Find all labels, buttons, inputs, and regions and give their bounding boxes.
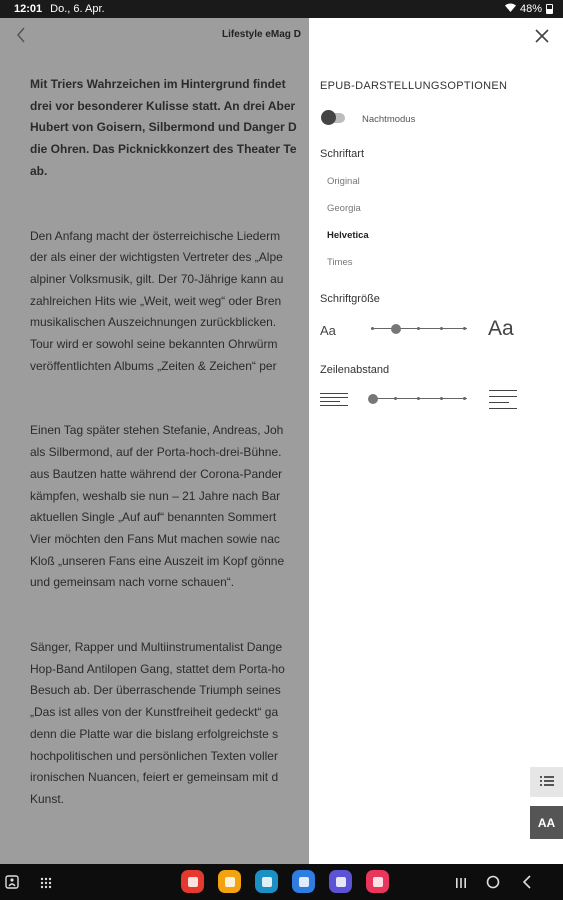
slider-step-dot: [417, 397, 420, 400]
status-time: 12:01: [14, 3, 43, 15]
files-app-icon[interactable]: [218, 870, 241, 893]
app-glyph: [262, 877, 272, 887]
paragraph-line: ironischen Nuancen, feiert er gemeinsam mit d: [30, 770, 279, 785]
battery-percent: 48%: [519, 3, 542, 15]
paragraph-line: als Silbermond, auf der Porta-hoch-drei-Bühne.: [30, 445, 282, 460]
panel-heading: EPUB-DARSTELLUNGSOPTIONEN: [320, 80, 508, 92]
font-size-section-label: Schriftgröße: [320, 293, 380, 305]
slider-step-dot: [440, 397, 443, 400]
back-icon[interactable]: [522, 875, 532, 894]
app-glyph: [225, 877, 235, 887]
night-mode-label: Nachtmodus: [362, 114, 416, 125]
paragraph-line: Kloß „unseren Fans eine Auszeit im Kopf gönne: [30, 553, 285, 568]
paragraph-line: alpiner Volksmusik, gilt. Der 70-Jährige kann au: [30, 271, 284, 286]
slider-step-dot: [440, 327, 443, 330]
app-icon-tile: [366, 870, 389, 893]
slider-thumb[interactable]: [391, 324, 401, 334]
lead-line: Mit Triers Wahrzeichen im Hintergrund findet: [30, 77, 286, 91]
list-icon: [540, 773, 554, 791]
reader-overlay[interactable]: [0, 18, 309, 864]
paragraph-line: Besuch ab. Der überraschende Triumph seines: [30, 683, 281, 698]
recent-apps-icon[interactable]: [455, 876, 467, 894]
paragraph-line: und gemeinsam nach vorne schauen“.: [30, 575, 235, 590]
status-bar: [0, 0, 563, 18]
paragraph-line: aktuellen Single „Auf auf“ benannten Sommert: [30, 510, 277, 525]
messages-app-icon[interactable]: [292, 870, 315, 893]
app-icon-tile: [329, 870, 352, 893]
paragraph-line: Tour wird er sowohl seine bekannten Ohrwürm: [30, 337, 278, 352]
slider-step-dot: [463, 327, 466, 330]
accessibility-icon[interactable]: [5, 875, 19, 894]
lead-line: die Ohren. Das Picknickkonzert des Theater Te: [30, 142, 297, 157]
article-paragraph: [30, 226, 309, 378]
slider-thumb[interactable]: [368, 394, 378, 404]
font-section-label: Schriftart: [320, 148, 365, 160]
slider-step-dot: [371, 327, 374, 330]
font-option-georgia[interactable]: Georgia: [327, 203, 361, 214]
font-size-large-label[interactable]: Aa: [488, 317, 514, 340]
app-icon-tile: [181, 870, 204, 893]
screen-recorder-app-icon[interactable]: [366, 870, 389, 893]
font-size-small-label[interactable]: Aa: [320, 323, 336, 338]
magazine-title: Lifestyle eMag D: [222, 29, 301, 40]
font-size-icon: AA: [537, 815, 556, 830]
table-of-contents-button[interactable]: [530, 767, 563, 797]
article-paragraph: [30, 420, 309, 594]
font-option-times[interactable]: Times: [327, 257, 353, 268]
lead-line: Hubert von Goisern, Silbermond und Danger D: [30, 120, 297, 135]
app-icon-tile: [292, 870, 315, 893]
night-mode-toggle[interactable]: [323, 113, 345, 123]
paragraph-line: kämpfen, weshalb sie nun – 21 Jahre nach Bar: [30, 488, 281, 503]
wifi-icon: [505, 3, 516, 15]
font-option-helvetica[interactable]: Helvetica: [327, 230, 369, 241]
paragraph-line: Einen Tag später stehen Stefanie, Andreas, Joh: [30, 423, 284, 438]
status-right: [505, 3, 553, 15]
app-icon-tile: [255, 870, 278, 893]
article-lead: [30, 74, 309, 183]
paragraph-line: Kunst.: [30, 791, 65, 806]
slider-step-dot: [463, 397, 466, 400]
navigation-bar: [0, 864, 563, 900]
epub-options-panel: [309, 18, 563, 864]
article-paragraph: [30, 637, 309, 811]
paragraph-line: musikalischen Auszeichnungen zurückblicken.: [30, 315, 277, 330]
close-icon[interactable]: [535, 26, 549, 48]
paragraph-line: zahlreichen Hits wie „Weit, weit weg“ oder Bren: [30, 293, 282, 308]
paragraph-line: veröffentlichten Albums „Zeiten & Zeichen“ per: [30, 358, 277, 373]
paragraph-line: hochpolitischen und persönlichen Texten voller: [30, 748, 278, 763]
line-spacing-slider[interactable]: [371, 393, 467, 405]
lead-line: ab.: [30, 163, 48, 178]
store-app-icon[interactable]: [255, 870, 278, 893]
app-glyph: [299, 877, 309, 887]
internet-app-icon[interactable]: [329, 870, 352, 893]
status-date: Do., 6. Apr.: [50, 3, 105, 15]
paragraph-line: Hop-Band Antilopen Gang, stattet dem Porta-ho: [30, 661, 285, 676]
paragraph-line: aus Bautzen hatte während der Corona-Pander: [30, 466, 283, 481]
paragraph-line: Vier möchten den Fans Mut machen sowie nac: [30, 531, 280, 546]
app-icon-tile: [218, 870, 241, 893]
font-size-slider[interactable]: [371, 323, 467, 335]
app-drawer-icon[interactable]: [40, 876, 52, 894]
home-icon[interactable]: [486, 875, 500, 894]
app-glyph: [188, 877, 198, 887]
app-glyph: [373, 877, 383, 887]
line-spacing-narrow-icon[interactable]: [320, 393, 348, 406]
battery-icon: [546, 4, 553, 14]
article-text: [30, 74, 309, 811]
paragraph-line: denn die Platte war die bislang erfolgreichste s: [30, 726, 279, 741]
lead-line: drei vor besonderer Kulisse statt. An drei Aber: [30, 98, 296, 113]
line-spacing-wide-icon[interactable]: [489, 390, 517, 409]
paragraph-line: der als einer der wichtigsten Vertreter des „Alpe: [30, 250, 283, 265]
paragraph-line: „Das ist alles von der Kunstfreiheit gedeckt“ ga: [30, 705, 279, 720]
font-option-original[interactable]: Original: [327, 176, 360, 187]
notes-app-icon[interactable]: [181, 870, 204, 893]
line-spacing-section-label: Zeilenabstand: [320, 364, 390, 376]
slider-step-dot: [394, 397, 397, 400]
display-options-button[interactable]: [530, 806, 563, 839]
paragraph-line: Sänger, Rapper und Multiinstrumentalist Dange: [30, 640, 283, 655]
back-arrow-icon[interactable]: [16, 26, 26, 49]
paragraph-line: Den Anfang macht der österreichische Liederm: [30, 228, 281, 243]
slider-step-dot: [417, 327, 420, 330]
app-glyph: [336, 877, 346, 887]
